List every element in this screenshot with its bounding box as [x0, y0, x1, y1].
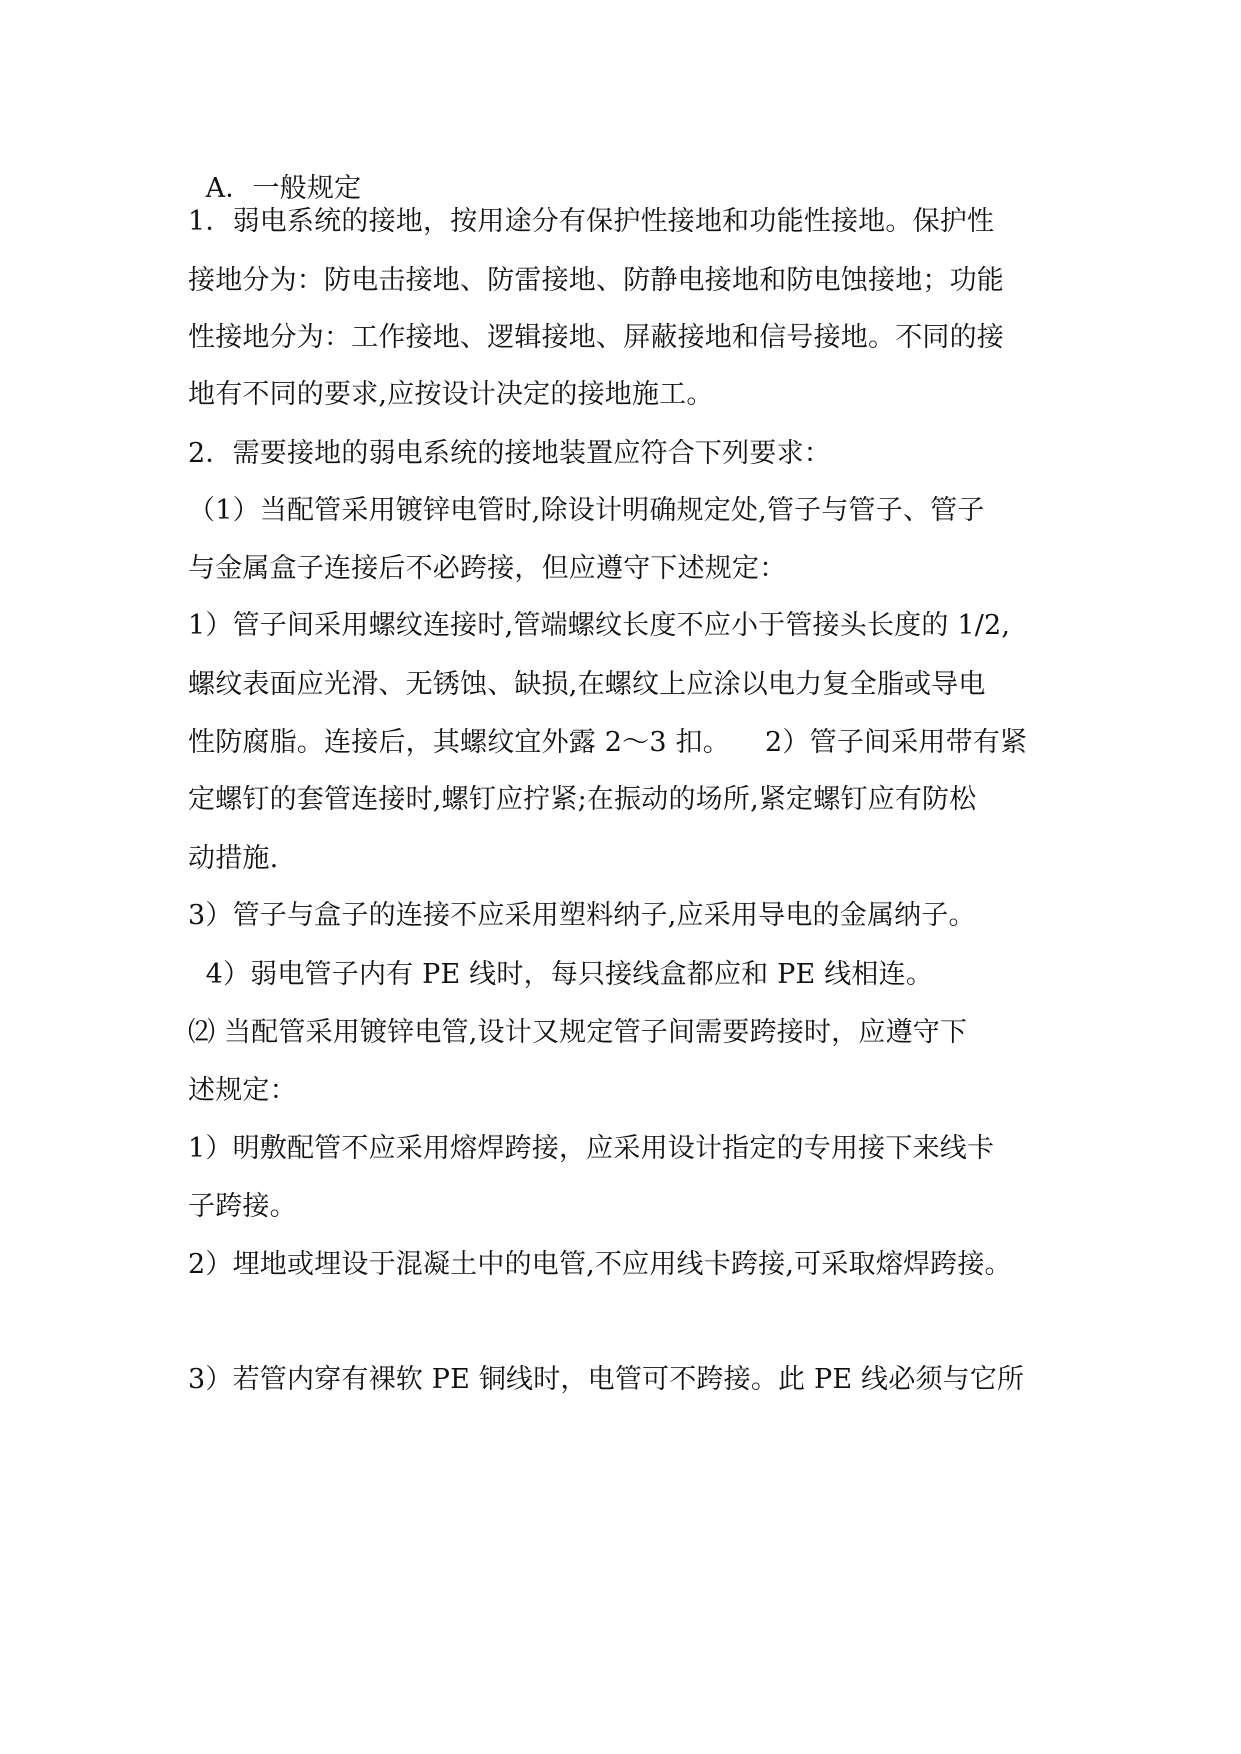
paragraph-line: 3）若管内穿有裸软 PE 铜线时，电管可不跨接。此 PE 线必须与它所 [188, 1364, 1025, 1395]
paragraph-line: 性防腐脂。连接后，其螺纹宜外露 2～3 扣。 2）管子间采用带有紧 [188, 727, 1028, 758]
paragraph-line: 2）埋地或埋设于混凝土中的电管,不应用线卡跨接,可采取熔焊跨接。 [188, 1249, 1012, 1280]
paragraph-line: 地有不同的要求,应按设计决定的接地施工。 [188, 379, 714, 410]
paragraph-line: 4）弱电管子内有 PE 线时，每只接线盒都应和 PE 线相连。 [188, 959, 934, 990]
paragraph-line: 动措施. [188, 843, 279, 874]
paragraph-line: ⑵ 当配管采用镀锌电管,设计又规定管子间需要跨接时，应遵守下 [188, 1017, 968, 1048]
paragraph-line: 1．弱电系统的接地，按用途分有保护性接地和功能性接地。保护性 [188, 206, 995, 237]
paragraph-line: 述规定： [188, 1075, 297, 1106]
paragraph-line: 1）管子间采用螺纹连接时,管端螺纹长度不应小于管接头长度的 1/2, [188, 610, 1011, 641]
paragraph-line: 螺纹表面应光滑、无锈蚀、缺损,在螺纹上应涂以电力复全脂或导电 [188, 669, 986, 700]
section-heading: A．一般规定 [188, 173, 362, 204]
paragraph-line: 与金属盒子连接后不必跨接，但应遵守下述规定： [188, 553, 787, 584]
paragraph-line: （1）当配管采用镀锌电管时,除设计明确规定处,管子与管子、管子 [188, 495, 985, 526]
paragraph-line: 1）明敷配管不应采用熔焊跨接，应采用设计指定的专用接下来线卡 [188, 1133, 995, 1164]
paragraph-line: 接地分为：防电击接地、防雷接地、防静电接地和防电蚀接地；功能 [188, 265, 1004, 296]
paragraph-line: 3）管子与盒子的连接不应采用塑料纳子,应采用导电的金属纳子。 [188, 900, 976, 931]
paragraph-line: 2．需要接地的弱电系统的接地装置应符合下列要求： [188, 438, 831, 469]
paragraph-line: 子跨接。 [188, 1191, 297, 1222]
paragraph-line: 性接地分为：工作接地、逻辑接地、屏蔽接地和信号接地。不同的接 [188, 322, 1004, 353]
paragraph-line: 定螺钉的套管连接时,螺钉应拧紧;在振动的场所,紧定螺钉应有防松 [188, 784, 977, 815]
